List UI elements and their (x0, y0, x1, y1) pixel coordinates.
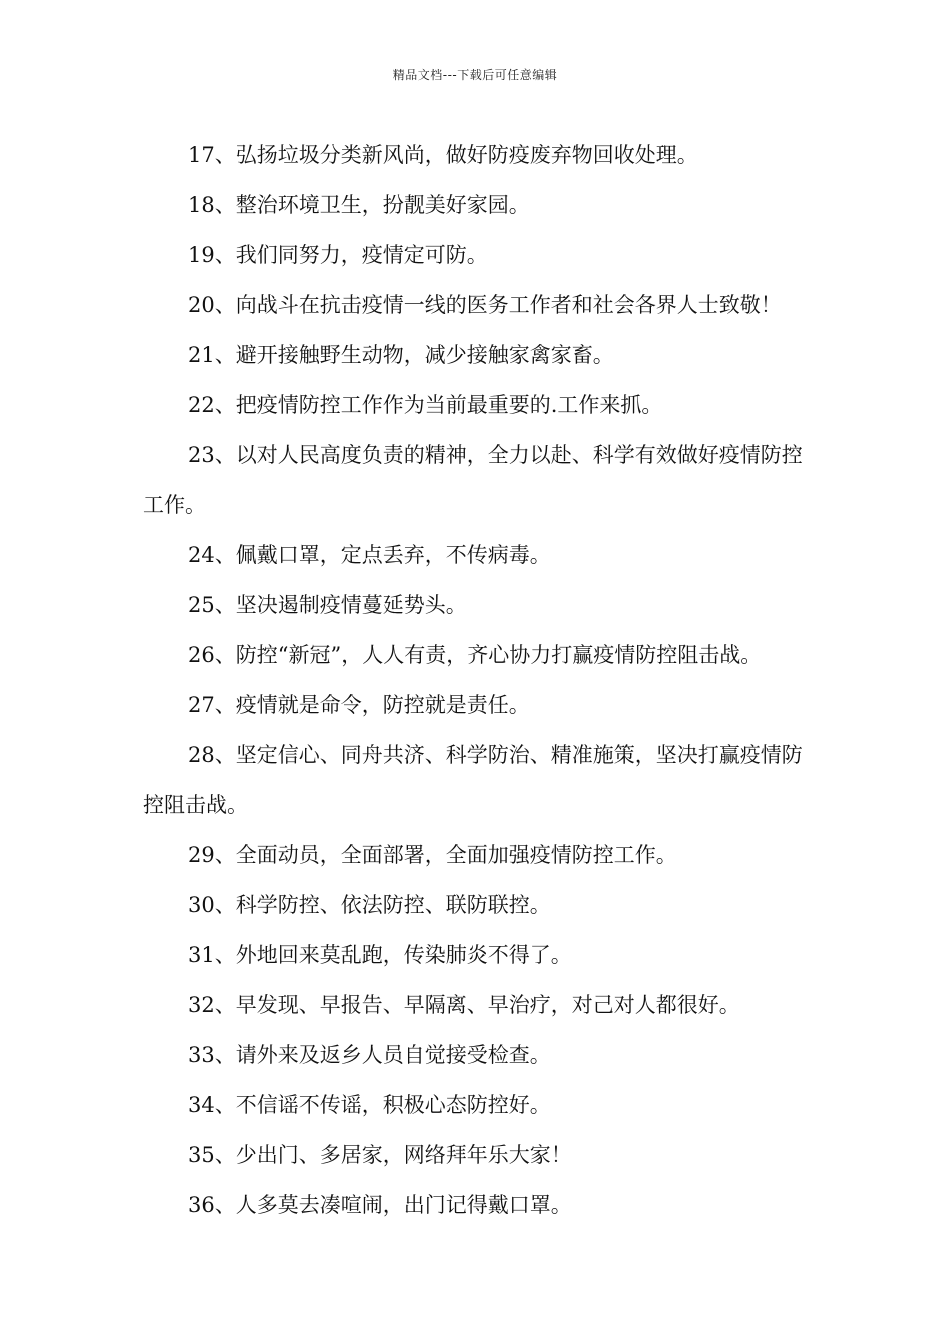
paragraph-30: 30、科学防控、依法防控、联防联控。 (188, 893, 551, 917)
paragraph-33: 33、请外来及返乡人员自觉接受检查。 (188, 1043, 551, 1067)
document-body (143, 130, 813, 1230)
paragraph-31: 31、外地回来莫乱跑，传染肺炎不得了。 (188, 943, 572, 967)
paragraph-28: 28、坚定信心、同舟共济、科学防治、精准施策，坚决打赢疫情防控阻击战。 (143, 743, 803, 817)
paragraph-35: 35、少出门、多居家，网络拜年乐大家！ (188, 1143, 572, 1167)
paragraph-22: 22、把疫情防控工作作为当前最重要的.工作来抓。 (188, 393, 663, 417)
paragraph-21: 21、避开接触野生动物，减少接触家禽家畜。 (188, 343, 614, 367)
paragraph-19: 19、我们同努力，疫情定可防。 (188, 243, 488, 267)
paragraph-20: 20、向战斗在抗击疫情一线的医务工作者和社会各界人士致敬！ (188, 293, 782, 317)
paragraph-27: 27、疫情就是命令，防控就是责任。 (188, 693, 530, 717)
paragraph-26: 26、防控“新冠”，人人有责，齐心协力打赢疫情防控阻击战。 (188, 643, 762, 667)
paragraph-34: 34、不信谣不传谣，积极心态防控好。 (188, 1093, 551, 1117)
page-header: 精品文档---下载后可任意编辑 (392, 68, 558, 82)
paragraph-24: 24、佩戴口罩，定点丢弃，不传病毒。 (188, 543, 551, 567)
paragraph-29: 29、全面动员，全面部署，全面加强疫情防控工作。 (188, 843, 677, 867)
paragraph-32: 32、早发现、早报告、早隔离、早治疗，对己对人都很好。 (188, 993, 740, 1017)
paragraph-36: 36、人多莫去凑喧闹，出门记得戴口罩。 (188, 1193, 572, 1217)
paragraph-25: 25、坚决遏制疫情蔓延势头。 (188, 593, 467, 617)
paragraph-23: 23、以对人民高度负责的精神，全力以赴、科学有效做好疫情防控工作。 (143, 443, 803, 517)
paragraph-17: 17、弘扬垃圾分类新风尚，做好防疫废弃物回收处理。 (188, 143, 698, 167)
paragraph-18: 18、整治环境卫生，扮靓美好家园。 (188, 193, 530, 217)
